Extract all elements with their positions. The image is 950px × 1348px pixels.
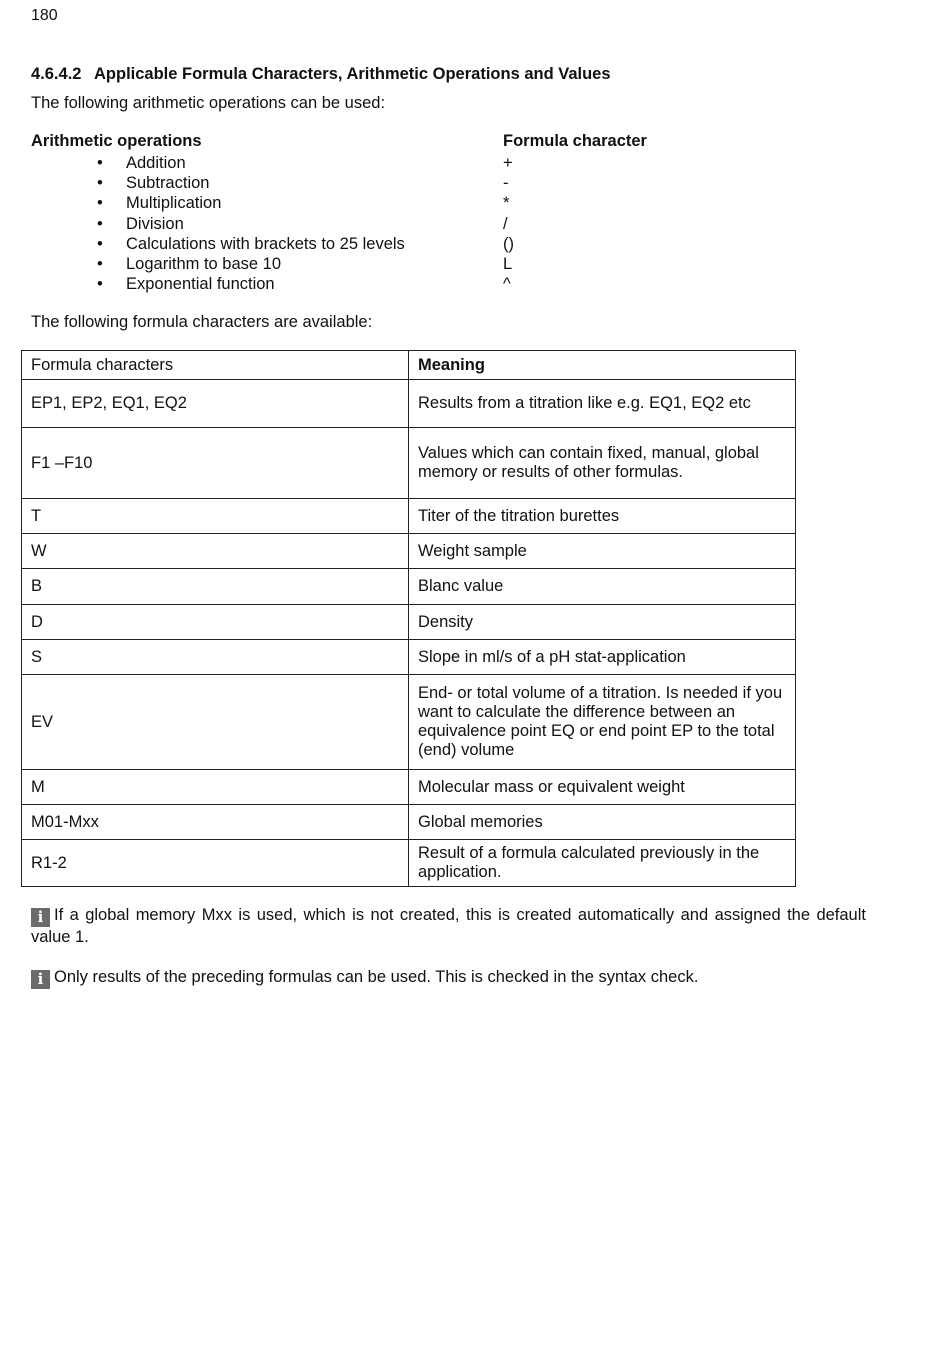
table-row: [22, 499, 796, 534]
list-item: [0, 274, 950, 294]
meaning-cell: Values which can contain fixed, manual, global memory or results of other formulas.: [409, 428, 796, 499]
table-row: [22, 534, 796, 569]
table-row: [22, 675, 796, 770]
table-row: [22, 569, 796, 605]
note-text: If a global memory Mxx is used, which is not created, this is created automatically and assigned the default value 1.: [31, 906, 866, 946]
operation-char: -: [503, 174, 509, 193]
bullet-icon: •: [97, 174, 103, 193]
formula-char-cell: EP1, EP2, EQ1, EQ2: [22, 380, 409, 428]
formula-characters-table: [21, 350, 796, 887]
list-item: [0, 173, 950, 193]
table-row: [22, 805, 796, 840]
formula-char-cell: D: [22, 605, 409, 640]
info-icon: i: [31, 908, 50, 927]
meaning-cell: Weight sample: [409, 534, 796, 569]
table-header-row: [22, 351, 796, 380]
bullet-icon: •: [97, 254, 103, 273]
bullet-icon: •: [97, 275, 103, 294]
formula-character-header: Formula character: [503, 132, 647, 150]
list-item: [0, 254, 950, 274]
formula-char-cell: F1 –F10: [22, 428, 409, 499]
list-item: [0, 193, 950, 213]
operation-name: Calculations with brackets to 25 levels: [126, 234, 405, 253]
table-row: [22, 770, 796, 805]
operation-name: Multiplication: [126, 194, 222, 213]
operations-list: [0, 153, 950, 294]
operation-char: *: [503, 194, 510, 213]
section-heading: [31, 65, 611, 84]
note-text: Only results of the preceding formulas can be used. This is checked in the syntax check.: [54, 968, 699, 986]
meaning-cell: Titer of the titration burettes: [409, 499, 796, 534]
formula-char-cell: R1-2: [22, 840, 409, 887]
meaning-cell: Blanc value: [409, 569, 796, 605]
info-note-preceding-formulas: [31, 967, 866, 989]
section-number: 4.6.4.2: [31, 65, 82, 83]
column-header-formula-characters: Formula characters: [22, 351, 409, 380]
operation-name: Logarithm to base 10: [126, 254, 282, 273]
list-item: [0, 234, 950, 254]
formula-char-cell: S: [22, 640, 409, 675]
meaning-cell: End- or total volume of a titration. Is needed if you want to calculate the difference between an equivalence point EQ or end point EP to the total (end) volume: [409, 675, 796, 770]
operation-char: (): [503, 234, 514, 253]
operation-char: +: [503, 154, 513, 172]
formula-char-cell: W: [22, 534, 409, 569]
formula-intro-text: The following formula characters are available:: [31, 313, 373, 331]
section-title: Applicable Formula Characters, Arithmetic Operations and Values: [94, 65, 611, 83]
bullet-icon: •: [97, 154, 103, 172]
operation-char: L: [503, 254, 513, 273]
table-row: [22, 380, 796, 428]
info-icon: i: [31, 970, 50, 989]
info-note-global-memory: [31, 905, 866, 947]
page-number: 180: [31, 7, 58, 24]
column-header-meaning: Meaning: [409, 351, 796, 380]
table-row: [22, 640, 796, 675]
bullet-icon: •: [97, 214, 103, 233]
bullet-icon: •: [97, 194, 103, 213]
meaning-cell: Results from a titration like e.g. EQ1, EQ2 etc: [409, 380, 796, 428]
operation-char: /: [503, 214, 508, 233]
table-row: [22, 605, 796, 640]
meaning-cell: Density: [409, 605, 796, 640]
table-row: [22, 428, 796, 499]
formula-char-cell: M: [22, 770, 409, 805]
formula-char-cell: B: [22, 569, 409, 605]
meaning-cell: Slope in ml/s of a pH stat-application: [409, 640, 796, 675]
meaning-cell: Global memories: [409, 805, 796, 840]
formula-char-cell: EV: [22, 675, 409, 770]
formula-char-cell: T: [22, 499, 409, 534]
operation-name: Addition: [126, 154, 186, 172]
operations-header: Arithmetic operations: [31, 132, 202, 150]
intro-text: The following arithmetic operations can be used:: [31, 94, 386, 112]
bullet-icon: •: [97, 234, 103, 253]
list-item: [0, 153, 950, 173]
operation-name: Division: [126, 214, 184, 233]
operation-name: Subtraction: [126, 174, 210, 193]
operation-name: Exponential function: [126, 275, 275, 294]
meaning-cell: Molecular mass or equivalent weight: [409, 770, 796, 805]
operation-char: ^: [503, 275, 511, 294]
meaning-cell: Result of a formula calculated previously in the application.: [409, 840, 796, 887]
table-row: [22, 840, 796, 887]
formula-char-cell: M01-Mxx: [22, 805, 409, 840]
list-item: [0, 214, 950, 234]
